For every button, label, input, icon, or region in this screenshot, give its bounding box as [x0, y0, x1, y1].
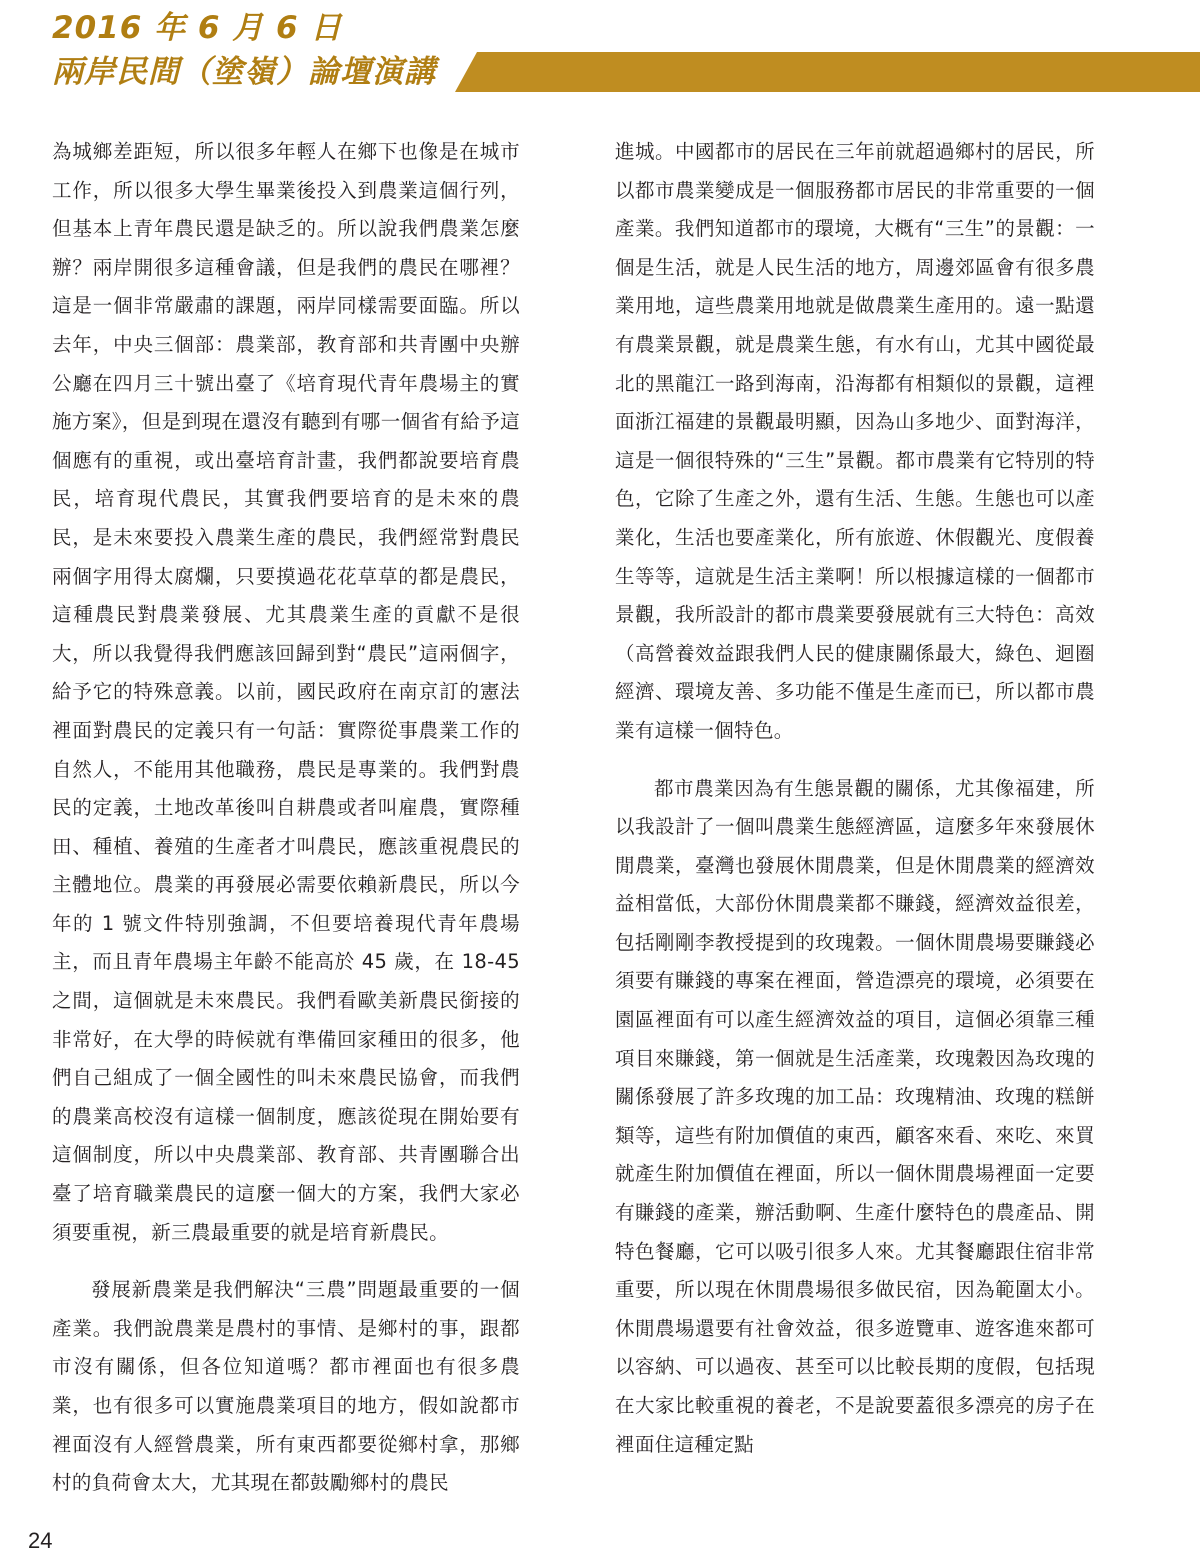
page-number: 24 — [28, 1528, 53, 1553]
paragraph: 發展新農業是我們解決“三農”問題最重要的一個產業。我們說農業是農村的事情、是鄉村的事，跟都市沒有關係，但各位知道嗎？都市裡面也有很多農業，也有很多可以實施農業項目的地方，假如說都市裡面沒有人經營農業，所有東西都要從鄉村拿，那鄉村的負荷會太大，尤其現在都鼓勵鄉村的農民 — [52, 1278, 520, 1495]
right-column — [615, 133, 1095, 1464]
left-column — [52, 133, 520, 1503]
forum-title: 兩岸民間（塗嶺）論壇演講 — [52, 54, 436, 90]
speech-date: 2016 年 6 月 6 日 — [52, 10, 343, 46]
paragraph: 都市農業因為有生態景觀的關係，尤其像福建，所以我設計了一個叫農業生態經濟區，這麼多年來發展休閒農業，臺灣也發展休閒農業，但是休閒農業的經濟效益相當低，大部份休閒農業都不賺錢，經濟效益很差，包括剛剛李教授提到的玫瑰穀。一個休閒農場要賺錢必須要有賺錢的專案在裡面，營造漂亮的環境，必須要在園區裡面有可以產生經濟效益的項目，這個必須靠三種項目來賺錢，第一個就是生活產業，玫瑰穀因為玫瑰的關係發展了許多玫瑰的加工品：玫瑰精油、玫瑰的糕餅類等，這些有附加價值的東西，顧客來看、來吃、來買就產生附加價值在裡面，所以一個休閒農場裡面一定要有賺錢的產業，辦活動啊、生產什麼特色的農產品、開特色餐廳，它可以吸引很多人來。尤其餐廳跟住宿非常重要，所以現在休閒農場很多做民宿，因為範圍太小。休閒農場還要有社會效益，很多遊覽車、遊客進來都可以容納、可以過夜、甚至可以比較長期的度假，包括現在大家比較重視的養老，不是說要蓋很多漂亮的房子在裡面住這種定點 — [615, 776, 1095, 1456]
page-header — [0, 0, 1200, 100]
header-accent-bar — [455, 52, 1200, 92]
paragraph: 進城。中國都市的居民在三年前就超過鄉村的居民，所以都市農業變成是一個服務都市居民的非常重要的一個產業。我們知道都市的環境，大概有“三生”的景觀：一個是生活，就是人民生活的地方，周邊郊區會有很多農業用地，這些農業用地就是做農業生產用的。遠一點還有農業景觀，就是農業生態，有水有山，尤其中國從最北的黑龍江一路到海南，沿海都有相類似的景觀，這裡面浙江福建的景觀最明顯，因為山多地少、面對海洋，這是一個很特殊的“三生”景觀。都市農業有它特別的特色，它除了生產之外，還有生活、生態。生態也可以產業化，生活也要產業化，所有旅遊、休假觀光、度假養生等等，這就是生活主業啊！所以根據這樣的一個都市景觀，我所設計的都市農業要發展就有三大特色：高效（高營養效益跟我們人民的健康關係最大，綠色、迴圈經濟、環境友善、多功能不僅是生產而已，所以都市農業有這樣一個特色。 — [615, 140, 1095, 742]
paragraph: 為城鄉差距短，所以很多年輕人在鄉下也像是在城市工作，所以很多大學生畢業後投入到農業這個行列，但基本上青年農民還是缺乏的。所以說我們農業怎麼辦？兩岸開很多這種會議，但是我們的農民在哪裡？這是一個非常嚴肅的課題，兩岸同樣需要面臨。所以去年，中央三個部：農業部，教育部和共青團中央辦公廳在四月三十號出臺了《培育現代青年農場主的實施方案》，但是到現在還沒有聽到有哪一個省有給予這個應有的重視，或出臺培育計畫，我們都說要培育農民，培育現代農民，其實我們要培育的是未來的農民，是未來要投入農業生產的農民，我們經常對農民兩個字用得太腐爛，只要摸過花花草草的都是農民，這種農民對農業發展、尤其農業生產的貢獻不是很大，所以我覺得我們應該回歸到對“農民”這兩個字，給予它的特殊意義。以前，國民政府在南京訂的憲法裡面對農民的定義只有一句話：實際從事農業工作的自然人，不能用其他職務，農民是專業的。我們對農民的定義，土地改革後叫自耕農或者叫雇農，實際種田、種植、養殖的生產者才叫農民，應該重視農民的主體地位。農業的再發展必需要依賴新農民，所以今年的 1 號文件特別強調，不但要培養現代青年農場主，而且青年農場主年齡不能高於 45 歲，在 18-45 之間，這個就是未來農民。我們看歐美新農民銜接的非常好，在大學的時候就有準備回家種田的很多，他們自己組成了一個全國性的叫未來農民協會，而我們的農業高校沒有這樣一個制度，應該從現在開始要有這個制度，所以中央農業部、教育部、共青團聯合出臺了培育職業農民的這麼一個大的方案，我們大家必須要重視，新三農最重要的就是培育新農民。 — [52, 140, 520, 1244]
